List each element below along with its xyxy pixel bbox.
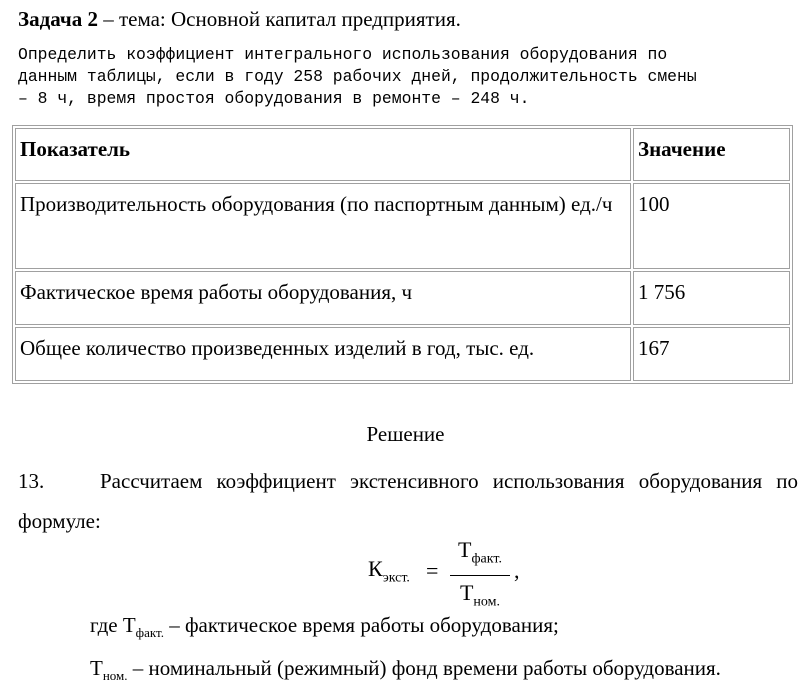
formula [368, 536, 528, 610]
table-header-row [15, 128, 790, 181]
definition-nom-sub: ном. [102, 668, 128, 684]
step-text: Рассчитаем коэффициент экстенсивного использования оборудования по формуле: [18, 469, 798, 533]
indicator-cell: Общее количество произведенных изделий в год, тыс. ед. [15, 327, 631, 381]
definition-fact-sub: факт. [135, 625, 164, 641]
indicators-table [12, 125, 793, 384]
formula-comma: , [514, 558, 520, 583]
formula-lhs-sub: экст. [382, 570, 410, 586]
table-row [15, 327, 790, 381]
formula-numerator [450, 536, 510, 573]
table-row [15, 183, 790, 269]
definition-nom-prefix: Т [90, 656, 103, 680]
table-row [15, 271, 790, 325]
task-topic: – тема: Основной капитал предприятия. [97, 7, 461, 31]
denominator-symbol: Т [459, 580, 474, 606]
formula-equals: = [426, 558, 439, 583]
definition-fact-prefix: где Т [90, 613, 136, 637]
header-value: Значение [633, 128, 790, 181]
numerator-symbol: Т [458, 537, 472, 562]
definition-nom-text: – номинальный (режимный) фонд времени работы оборудования. [127, 656, 721, 680]
task-statement: Определить коэффициент интегрального использования оборудования по данным таблицы, если в году 258 рабочих дней, продолжительность смены – 8 ч, время простоя оборудования в ремонте – 248 ч. [18, 45, 697, 108]
indicator-cell: Производительность оборудования (по паспортным данным) ед./ч [15, 183, 631, 269]
denominator-sub: ном. [473, 594, 501, 610]
step-number: 13. [18, 469, 45, 493]
formula-lhs-symbol: К [368, 556, 383, 581]
formula-lhs [368, 556, 410, 586]
formula-fraction [450, 536, 510, 617]
value-cell: 167 [633, 327, 790, 381]
value-cell: 100 [633, 183, 790, 269]
indicator-cell: Фактическое время работы оборудования, ч [15, 271, 631, 325]
definition-fact [90, 612, 559, 646]
definition-fact-text: – фактическое время работы оборудования; [163, 613, 559, 637]
solution-step [18, 461, 798, 541]
fraction-bar [450, 575, 510, 576]
task-label: Задача 2 [18, 7, 98, 31]
task-title [18, 6, 461, 32]
value-cell: 1 756 [633, 271, 790, 325]
numerator-sub: факт. [471, 551, 502, 567]
header-indicator: Показатель [15, 128, 631, 181]
definition-nom [90, 655, 721, 689]
solution-heading: Решение [366, 422, 445, 446]
